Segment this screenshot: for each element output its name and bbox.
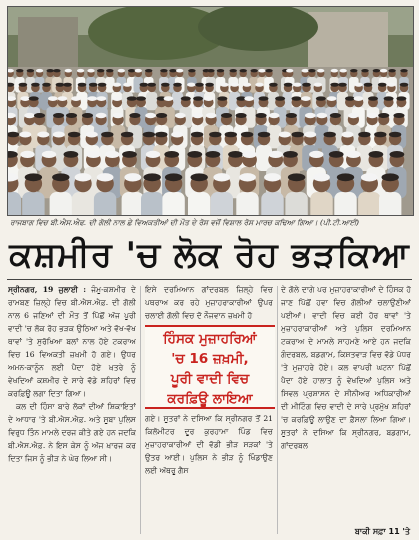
article-paragraph [8,283,136,400]
divider [7,279,412,280]
article-text: ਜੰਮੂ-ਕਸ਼ਮੀਰ ਦੇ ਰਾਮਬਣ ਜ਼ਿਲ੍ਹੇ ਵਿਚ ਬੀ.ਐਸ.ਐਫ਼. ਦੀ ਗੋਲੀ ਨਾਲ 6 ਜਣਿਆਂ ਦੀ ਮੌਤ ਤੋਂ ਪਿੱਛੋਂ ਅੱਜ ਪੂਰੀ ਵਾਦੀ 'ਚ ਲੋਕ ਰੋਹ ਭੜਕ ਉਠਿਆ ਅਤੇ ਵੱਖ-ਵੱਖ ਥਾਵਾਂ 'ਤੇ ਸੁਰੱਖਿਆ ਬਲਾਂ ਨਾਲ ਹੋਏ ਟਕਰਾਅ ਵਿਚ 16 ਵਿਅਕਤੀ ਜ਼ਖ਼ਮੀ ਹੋ ਗਏ। ਉਧਰ ਅਮਨ-ਕਾਨੂੰਨ ਲਈ ਪੈਦਾ ਹੋਏ ਖ਼ਤਰੇ ਨੂੰ ਵੇਖਦਿਆਂ ਕਸ਼ਮੀਰ ਦੇ ਸਾਰੇ ਵੱਡੇ ਸ਼ਹਿਰਾਂ ਵਿਚ ਕਰਫ਼ਿਊ ਲਗਾ ਦਿਤਾ ਗਿਆ। [8,285,136,398]
headline: ਕਸ਼ਮੀਰ 'ਚ ਲੋਕ ਰੋਹ ਭੜਕਿਆ [9,235,410,275]
photo-caption: ਰਾਜਬਾਗ ਵਿਚ ਬੀ.ਐਸ.ਐਫ. ਦੀ ਗੋਲੀ ਨਾਲ ਛੇ ਵਿਅਕਤੀਆਂ ਦੀ ਮੌਤ ਦੇ ਰੋਸ ਵਜੋਂ ਵਿਸ਼ਾਲ ਰੋਸ ਮਾਰਚ ਕਢਿਆ ਗਿਆ। (ਪੀ.ਟੀ.ਆਈ) [10,218,360,227]
article-column-2-top: ਇਸੇ ਦਰਮਿਆਨ ਗਾਂਦਰਬਲ ਜ਼ਿਲ੍ਹੇ ਵਿਚ ਪਥਰਾਅ ਕਰ ਰਹੇ ਮੁਜ਼ਾਹਰਾਕਾਰੀਆਂ ਉਪਰ ਚਲਾਈ ਗੋਲੀ ਵਿਚ ਦੋ ਨੌਜਵਾਨ ਜ਼ਖ਼ਮੀ ਹੋ [145,285,273,320]
continued-note: ਬਾਕੀ ਸਫ਼ਾ 11 'ਤੇ [354,527,410,536]
article-column-3: ਦੇ ਗੋਲੇ ਦਾਗੇ ਪਰ ਮੁਜ਼ਾਹਰਾਕਾਰੀਆਂ ਦੇ ਹਿੰਸਕ ਹੋ ਜਾਣ ਪਿੱਛੋਂ ਹਵਾ ਵਿਚ ਗੋਲੀਆਂ ਚਲਾਉਣੀਆਂ ਪਈਆਂ। ਵਾਦੀ ਵਿਚ ਕਈ ਹੋਰ ਥਾਵਾਂ 'ਤੇ ਮੁਜ਼ਾਹਰਾਕਾਰੀਆਂ ਅਤੇ ਪੁਲਿਸ ਦਰਮਿਆਨ ਟਕਰਾਅ ਦੇ ਮਾਮਲੇ ਸਾਹਮਣੇ ਆਏ ਹਨ ਜਦਕਿ ਗੰਦਰਬਲ, ਬਡਗਾਮ, ਕਿਸ਼ਤਵਾੜ ਵਿਚ ਵੱਡੇ ਪੱਧਰ 'ਤੇ ਮੁਜ਼ਾਹਰੇ ਹੋਏ। ਕਲ ਵਾਪਰੀ ਘਟਨਾ ਪਿੱਛੋਂ ਪੈਦਾ ਹੋਏ ਹਾਲਾਤ ਨੂੰ ਵੇਖਦਿਆਂ ਪੁਲਿਸ ਅਤੇ ਸਿਵਲ ਪ੍ਰਸ਼ਾਸਨ ਦੇ ਸੀਨੀਅਰ ਅਧਿਕਾਰੀਆਂ ਦੀ ਮੀਟਿੰਗ ਵਿਚ ਵਾਦੀ ਦੇ ਸਾਰੇ ਪ੍ਰਮੁੱਖ ਸ਼ਹਿਰਾਂ 'ਚ ਕਰਫ਼ਿਊ ਲਾਉਣ ਦਾ ਫ਼ੈਸਲਾ ਲਿਆ ਗਿਆ। ਸੂਤਰਾਂ ਨੇ ਦਸਿਆ ਕਿ ਸ੍ਰੀਨਗਰ, ਬਡਗਾਮ, ਗਾਂਦਰਬਲ [281,285,411,450]
subheadline-line: 'ਚ 16 ਜ਼ਖ਼ਮੀ, [171,351,249,367]
column-rule [277,286,278,534]
protest-crowd-illustration [8,7,413,215]
article-column-2-bottom: ਗਏ। ਸੂਤਰਾਂ ਨੇ ਦਸਿਆ ਕਿ ਸ੍ਰੀਨਗਰ ਤੋਂ 21 ਕਿਲੋਮੀਟਰ ਦੂਰ ਕੁਰਹਾਮਾ ਪਿੰਡ ਵਿਚ ਮੁਜ਼ਾਹਰਾਕਾਰੀਆਂ ਦੀ ਵੱਡੀ ਭੀੜ ਸੜਕਾਂ 'ਤੇ ਉਤਰ ਆਈ। ਪੁਲਿਸ ਨੇ ਭੀੜ ਨੂੰ ਖਿੰਡਾਉਣ ਲਈ ਅੱਥਰੂ ਗੈਸ [145,414,273,475]
subheadline-line: ਹਿੰਸਕ ਮੁਜ਼ਾਹਰਿਆਂ [163,331,257,347]
subheadline-line: ਪੂਰੀ ਵਾਦੀ ਵਿਚ [170,371,250,387]
news-photo [7,6,414,216]
subheadline-line: ਕਰਫ਼ਿਊ ਲਾਇਆ [167,391,253,407]
column-rule [140,286,141,534]
subheadline-box [145,325,275,409]
article-paragraph: ਕਲ ਦੀ ਹਿੰਸਾ ਬਾਰੇ ਲੋਕਾਂ ਦੀਆਂ ਸ਼ਿਕਾਇਤਾਂ ਦੇ ਆਧਾਰ 'ਤੇ ਬੀ.ਐਸ.ਐਫ਼. ਅਤੇ ਸੂਬਾ ਪੁਲਿਸ ਵਿਰੁਧ ਤਿੰਨ ਮਾਮਲੇ ਦਰਜ ਕੀਤੇ ਗਏ ਹਨ ਜਦਕਿ ਬੀ.ਐਸ.ਐਫ਼. ਨੇ ਇਸ ਕੇਸ ਨੂੰ ਅੱਜ ਖ਼ਾਰਜ ਕਰ ਦਿਤਾ ਜਿਸ ਨੂੰ ਭੀੜ ਨੇ ਘੇਰ ਲਿਆ ਸੀ। [8,402,136,463]
article-column-1 [8,283,136,537]
dateline: ਸ੍ਰੀਨਗਰ, 19 ਜੁਲਾਈ : [8,285,87,294]
